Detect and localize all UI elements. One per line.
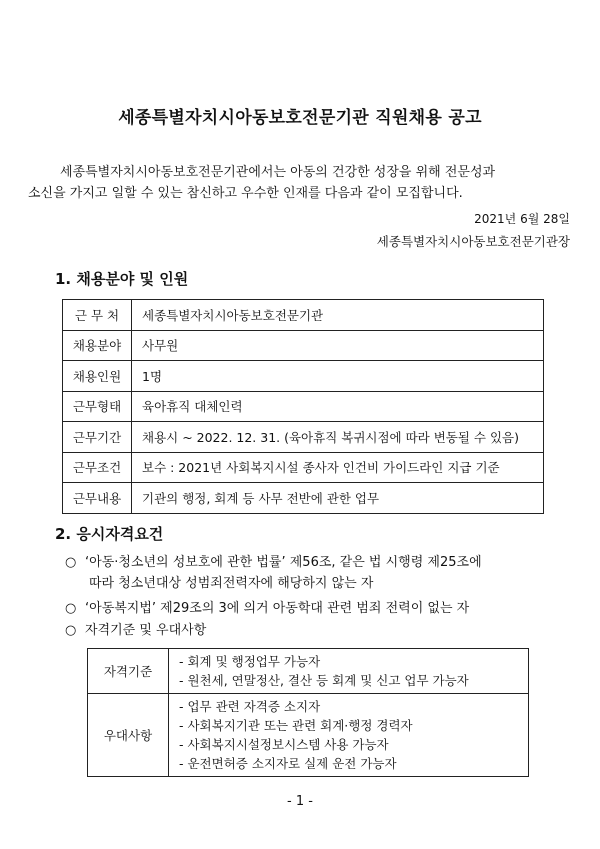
table-row: [88, 649, 529, 694]
table-row: [63, 391, 544, 422]
page-title: 세종특별자치시아동보호전문기관 직원채용 공고: [118, 108, 482, 128]
intro-line-2: 소신을 가지고 일할 수 있는 참신하고 우수한 인재를 다음과 같이 모집합니다.: [28, 186, 463, 201]
row-label: 채용인원: [63, 361, 132, 392]
row-value: 채용시 ~ 2022. 12. 31. (육아휴직 복귀시점에 따라 변동될 수 있음): [132, 422, 544, 453]
row-label: 근무내용: [63, 483, 132, 514]
qualification-table: [87, 648, 529, 777]
requirement-text: ‘아동·청소년의 성보호에 관한 법률’ 제56조, 같은 법 시행령 제25조에: [85, 555, 482, 570]
table-row: [63, 300, 544, 331]
intro-line-1: 세종특별자치시아동보호전문기관에서는 아동의 건강한 성장을 위해 전문성과: [60, 165, 496, 180]
table-row: [88, 694, 529, 777]
section-2-heading: 2. 응시자격요건: [55, 525, 164, 543]
table-row: [63, 422, 544, 453]
row-value: 기관의 행정, 회계 등 사무 전반에 관한 업무: [132, 483, 544, 514]
requirement-text: ‘아동복지법’ 제29조의 3에 의거 아동학대 관련 범죄 전력이 없는 자: [85, 601, 470, 616]
qualification-list: [169, 649, 529, 694]
page-number: - 1 -: [287, 794, 313, 809]
announcement-date: 2021년 6월 28일: [474, 212, 570, 226]
row-label: 근 무 처: [63, 300, 132, 331]
table-row: [63, 483, 544, 514]
preference-label: 우대사항: [88, 694, 169, 777]
requirement-item-2: [65, 598, 565, 619]
circle-bullet-icon: ○: [65, 623, 77, 638]
row-value: 1명: [132, 361, 544, 392]
list-item: - 운전면허증 소지자로 실제 운전 가능자: [179, 756, 397, 771]
section-1-heading: 1. 채용분야 및 인원: [55, 270, 189, 288]
requirement-item-1-continued: 따라 청소년대상 성범죄전력자에 해당하지 않는 자: [89, 576, 374, 591]
row-label: 근무기간: [63, 422, 132, 453]
list-item: - 원천세, 연말정산, 결산 등 회계 및 신고 업무 가능자: [179, 673, 469, 688]
row-value: 세종특별자치시아동보호전문기관: [132, 300, 544, 331]
requirement-text: 자격기준 및 우대사항: [85, 623, 207, 638]
table-row: [63, 452, 544, 483]
row-label: 채용분야: [63, 330, 132, 361]
issuer-name: 세종특별자치시아동보호전문기관장: [376, 234, 570, 249]
row-value: 보수 : 2021년 사회복지시설 종사자 인건비 가이드라인 지급 기준: [132, 452, 544, 483]
row-label: 근무조건: [63, 452, 132, 483]
list-item: - 회계 및 행정업무 가능자: [179, 654, 321, 669]
list-item: - 업무 관련 자격증 소지자: [179, 699, 321, 714]
requirement-item-3: [65, 620, 565, 641]
preference-list: [169, 694, 529, 777]
table-row: [63, 361, 544, 392]
recruitment-table: [62, 299, 544, 514]
circle-bullet-icon: ○: [65, 555, 77, 570]
requirement-item-1: [65, 552, 565, 573]
qualification-label: 자격기준: [88, 649, 169, 694]
circle-bullet-icon: ○: [65, 601, 77, 616]
row-label: 근무형태: [63, 391, 132, 422]
row-value: 육아휴직 대체인력: [132, 391, 544, 422]
list-item: - 사회복지기관 또는 관련 회계·행정 경력자: [179, 718, 413, 733]
list-item: - 사회복지시설정보시스템 사용 가능자: [179, 737, 389, 752]
table-row: [63, 330, 544, 361]
row-value: 사무원: [132, 330, 544, 361]
